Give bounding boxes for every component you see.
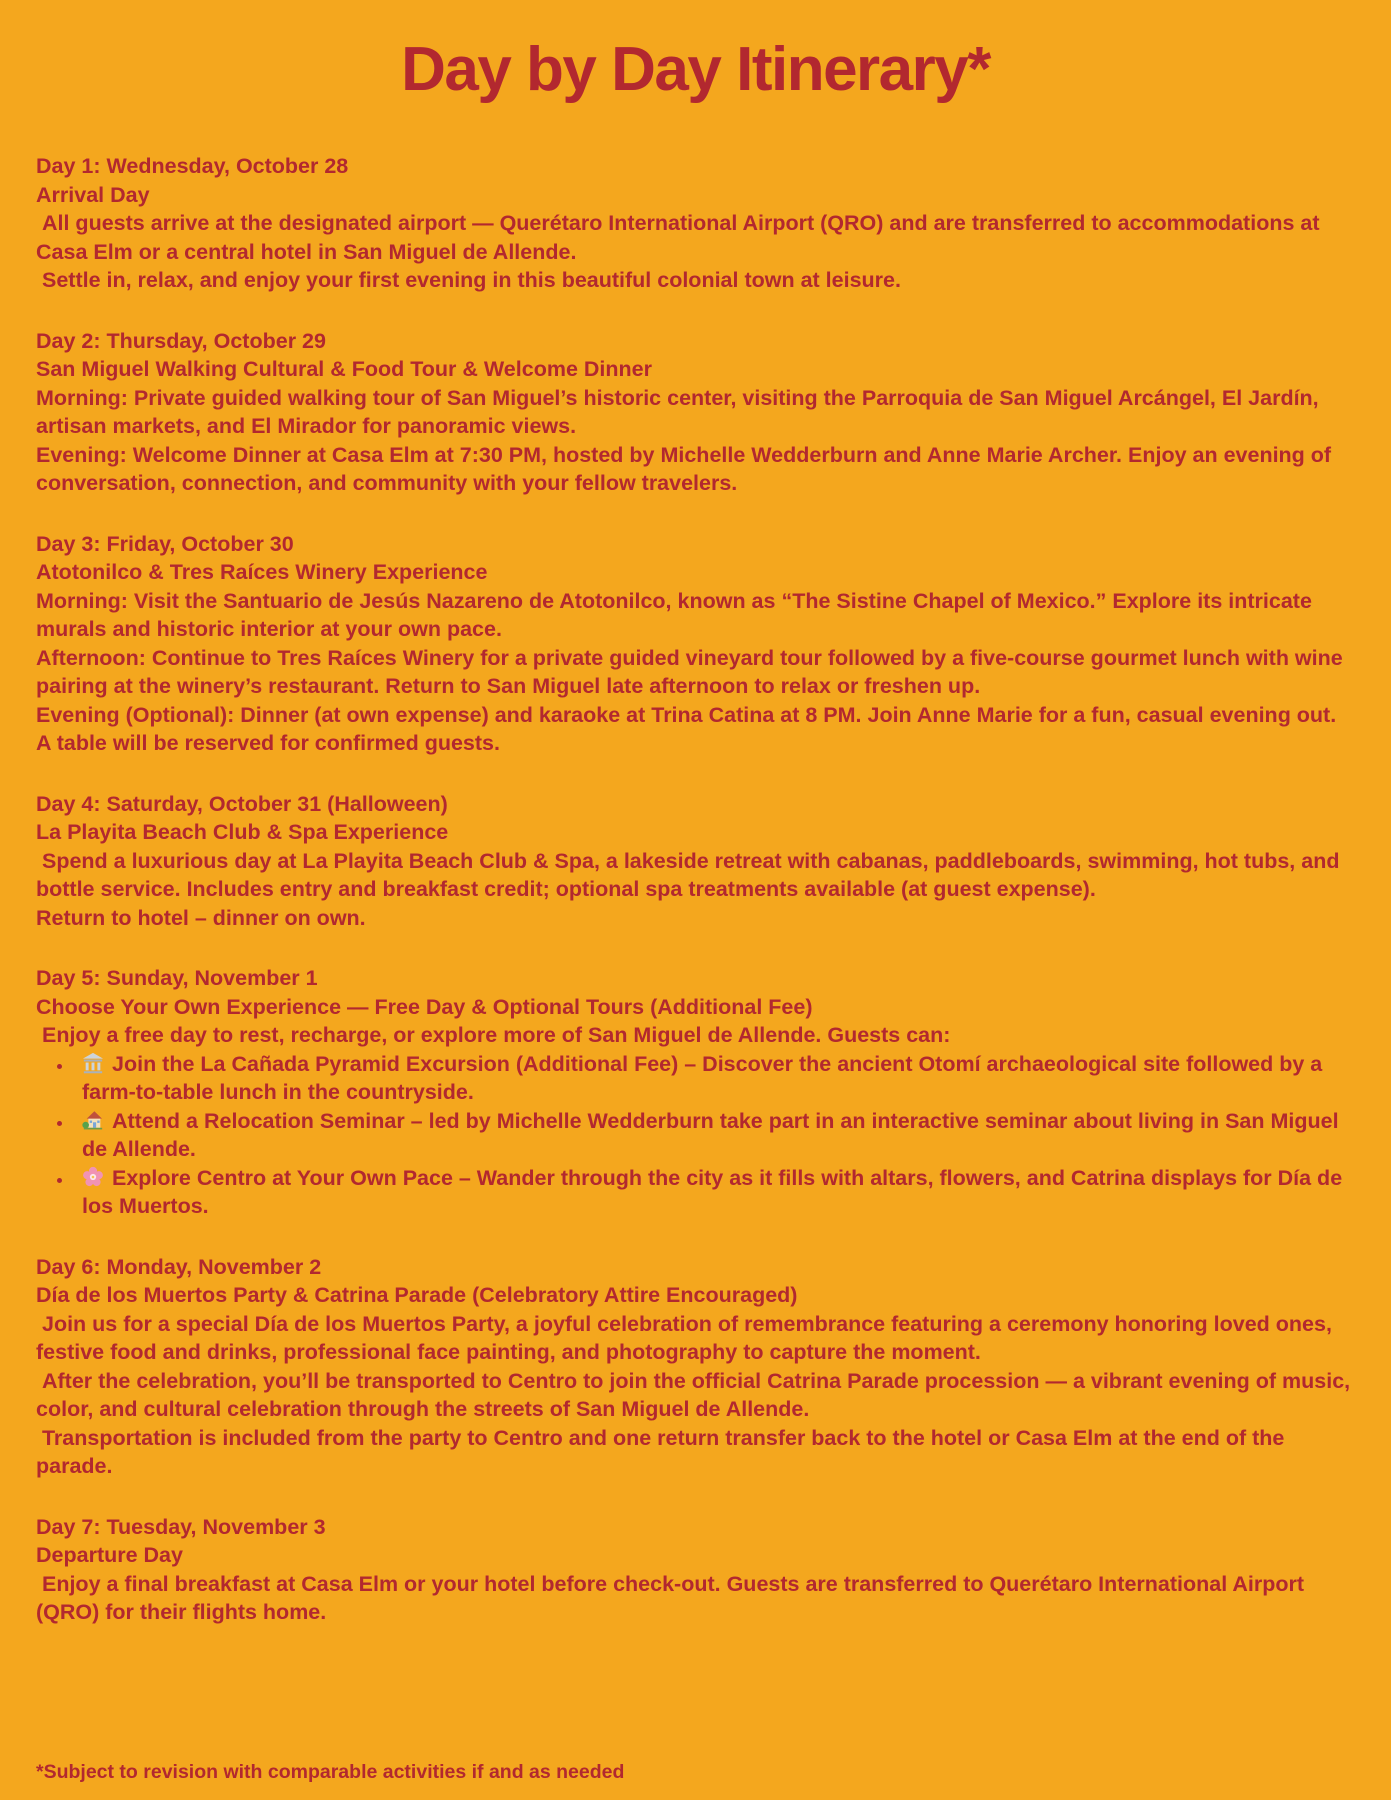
day-paragraph: Settle in, relax, and enjoy your first evening in this beautiful colonial town at leisure.: [36, 268, 901, 293]
list-item-text: Explore Centro at Your Own Pace – Wander through the city as it fills with altars, flowers, and Catrina displays for Día de los Muertos.: [82, 1165, 1343, 1219]
revision-footnote: *Subject to revision with comparable activities if and as needed: [36, 1761, 625, 1783]
day-heading: Day 1: Wednesday, October 28: [36, 154, 349, 179]
day-paragraph: Join us for a special Día de los Muertos Party, a joyful celebration of remembrance featuring a ceremony honoring loved ones, festive food and drinks, professional face painting, and photography to capture the moment.: [36, 1311, 1338, 1365]
day-heading: Day 3: Friday, October 30: [36, 531, 294, 556]
day-paragraph: Transportation is included from the party to Centro and one return transfer back to the hotel or Casa Elm at the end of the parade.: [36, 1425, 1291, 1479]
day-section-5: [36, 964, 1355, 1221]
day-paragraph: Return to hotel – dinner on own.: [36, 905, 366, 930]
day-paragraph: Enjoy a free day to rest, recharge, or explore more of San Miguel de Allende. Guests can:: [36, 1023, 951, 1048]
day-paragraph: Evening (Optional): Dinner (at own expense) and karaoke at Trina Catina at 8 PM. Join Anne Marie for a fun, casual evening out. A table will be reserved for confirmed guests.: [36, 702, 1342, 756]
day-section-3: [36, 530, 1355, 758]
day-paragraph: All guests arrive at the designated airport — Querétaro International Airport (QRO) and are transferred to accommodations at Casa Elm or a central hotel in San Miguel de Allende.: [36, 211, 1326, 264]
classical-building-icon: [82, 1052, 106, 1074]
list-item: [74, 1050, 1355, 1107]
day-subheading: Departure Day: [36, 1543, 183, 1568]
list-item-text: Join the La Cañada Pyramid Excursion (Additional Fee) – Discover the ancient Otomí archaeological site followed by a farm-to-table lunch in the countryside.: [82, 1051, 1323, 1105]
day-section-2: [36, 327, 1355, 498]
day-heading: Day 6: Monday, November 2: [36, 1254, 322, 1279]
day-paragraph: Spend a luxurious day at La Playita Beach Club & Spa, a lakeside retreat with cabanas, paddleboards, swimming, hot tubs, and bottle service. Includes entry and breakfast credit; optional spa treatments available (at guest expense).: [36, 848, 1346, 902]
day-subheading: San Miguel Walking Cultural & Food Tour & Welcome Dinner: [36, 357, 652, 382]
day-paragraph: Afternoon: Continue to Tres Raíces Winery for a private guided vineyard tour followed by a five-course gourmet lunch with wine pairing at the winery’s restaurant. Return to San Miguel late afternoon to relax or freshen up.: [36, 645, 1349, 699]
day-paragraph: Morning: Private guided walking tour of San Miguel’s historic center, visiting the Parroquia de San Miguel Arcángel, El Jardín, artisan markets, and El Mirador for panoramic views.: [36, 385, 1325, 439]
day-heading: Day 4: Saturday, October 31 (Halloween): [36, 791, 448, 816]
day-heading: Day 7: Tuesday, November 3: [36, 1514, 326, 1539]
day-subheading: Atotonilco & Tres Raíces Winery Experience: [36, 560, 488, 585]
day-paragraph: Enjoy a final breakfast at Casa Elm or your hotel before check-out. Guests are transferred to Querétaro International Airport (QRO) for their flights home.: [36, 1571, 1311, 1625]
page-title: Day by Day Itinerary*: [401, 35, 990, 104]
day-subheading: Día de los Muertos Party & Catrina Parade (Celebratory Attire Encouraged): [36, 1283, 798, 1308]
day-paragraph: Morning: Visit the Santuario de Jesús Nazareno de Atotonilco, known as “The Sistine Chapel of Mexico.” Explore its intricate murals and historic interior at your own pace.: [36, 588, 1318, 642]
list-item: [74, 1164, 1355, 1221]
day-subheading: Arrival Day: [36, 182, 150, 207]
day-section-6: [36, 1253, 1355, 1481]
day-section-4: [36, 790, 1355, 933]
itinerary-body: [36, 152, 1355, 1627]
list-item-text: Attend a Relocation Seminar – led by Michelle Wedderburn take part in an interactive seminar about living in San Miguel de Allende.: [82, 1108, 1339, 1162]
day-paragraph: Evening: Welcome Dinner at Casa Elm at 7:30 PM, hosted by Michelle Wedderburn and Anne Marie Archer. Enjoy an evening of conversation, connection, and community with your fellow travelers.: [36, 442, 1338, 496]
optional-tours-list: [36, 1050, 1355, 1221]
day-subheading: Choose Your Own Experience — Free Day & Optional Tours (Additional Fee): [36, 994, 813, 1019]
house-garden-icon: [82, 1109, 106, 1131]
day-section-7: [36, 1513, 1355, 1627]
day-section-1: [36, 152, 1355, 295]
cherry-blossom-icon: [82, 1166, 106, 1188]
list-item: [74, 1107, 1355, 1164]
day-paragraph: After the celebration, you’ll be transported to Centro to join the official Catrina Parade procession — a vibrant evening of music, color, and cultural celebration through the streets of San Miguel de Allende.: [36, 1368, 1357, 1422]
day-heading: Day 5: Sunday, November 1: [36, 966, 318, 991]
day-heading: Day 2: Thursday, October 29: [36, 328, 326, 353]
day-subheading: La Playita Beach Club & Spa Experience: [36, 820, 449, 845]
